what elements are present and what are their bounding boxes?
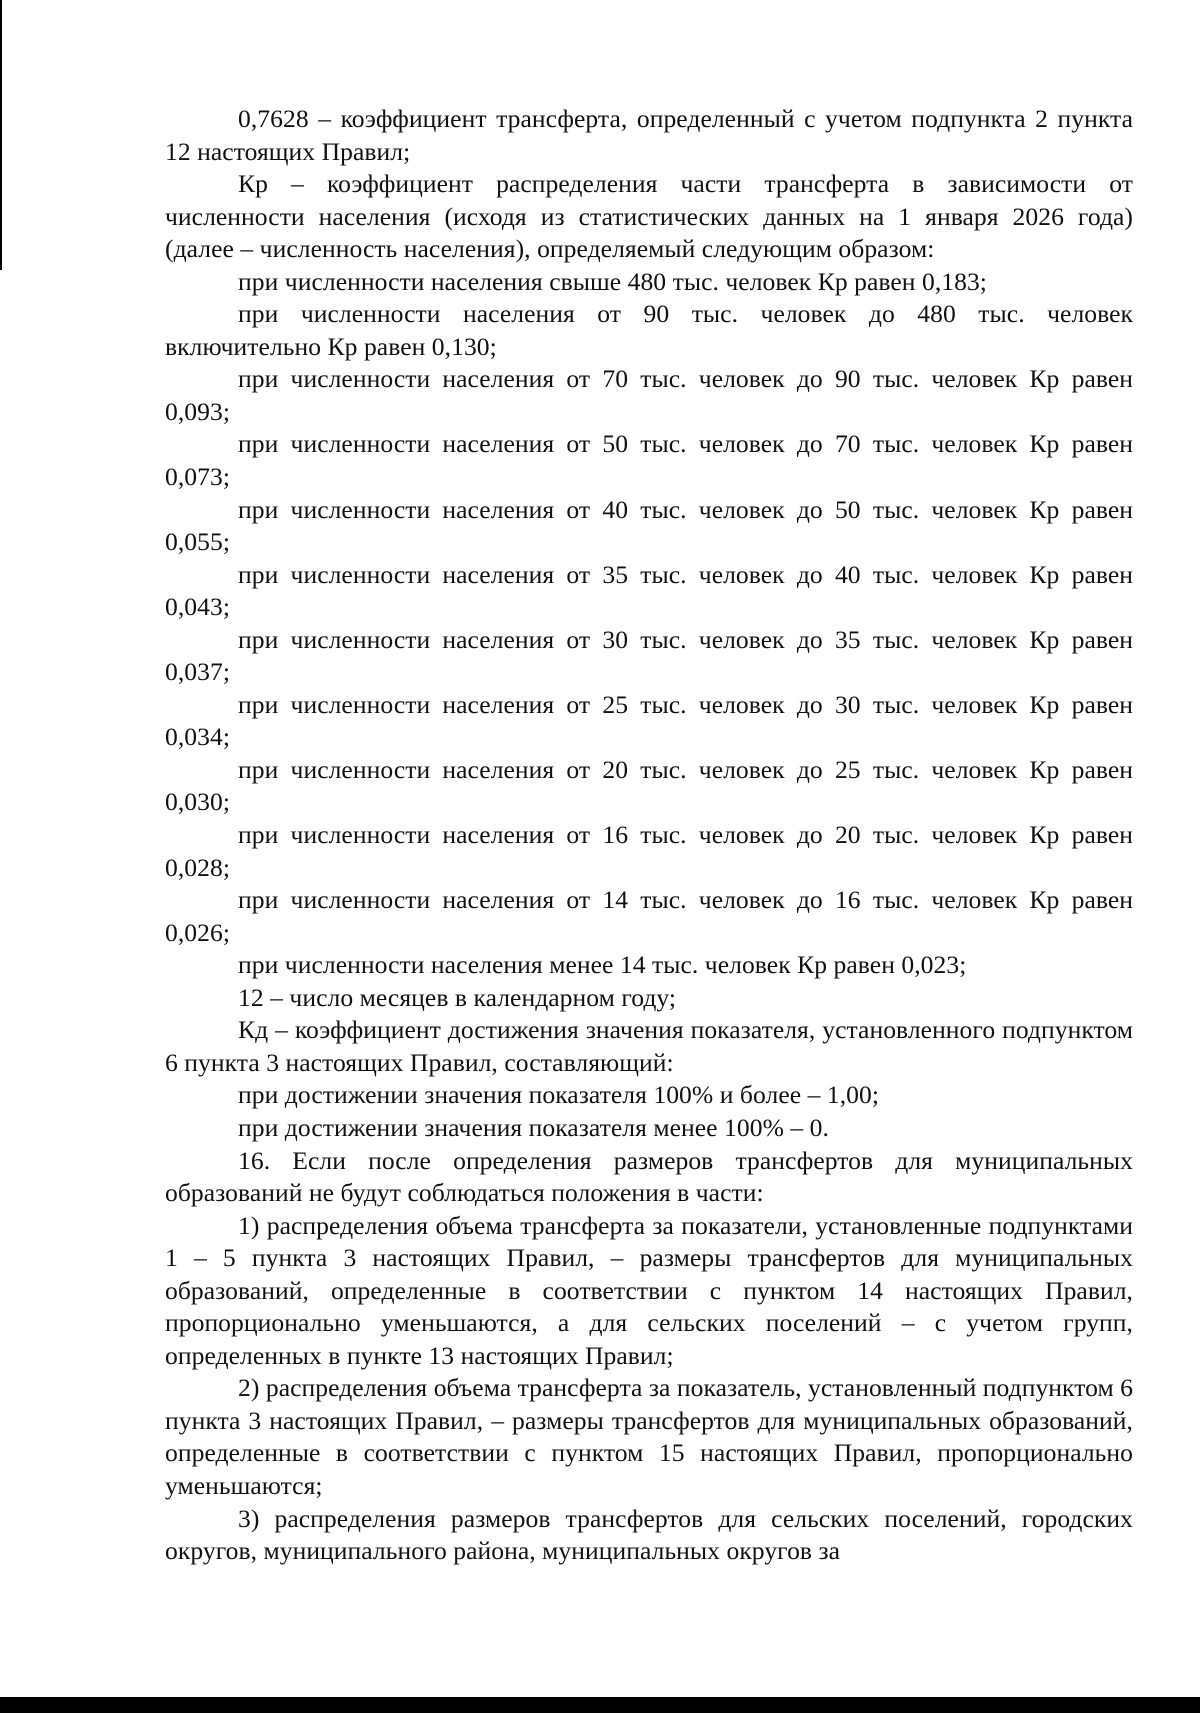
paragraph-kr-35-40: при численности населения от 35 тыс. человек до 40 тыс. человек Кр равен 0,043; (165, 559, 1133, 622)
paragraph-kr-under-14: при численности населения менее 14 тыс. человек Кр равен 0,023; (238, 950, 967, 980)
paragraph-kd-definition: Кд – коэффициент достижения значения показателя, установленного подпунктом 6 пункта 3 настоящих Правил, составляющий: (165, 1015, 1133, 1077)
document-page (165, 103, 1133, 1568)
paragraph-kr-over-480: при численности населения свыше 480 тыс. человек Кр равен 0,183; (238, 266, 987, 296)
paragraph-kd-100-plus: при достижении значения показателя 100% и более – 1,00; (238, 1080, 880, 1110)
scan-bottom-band (0, 1697, 1200, 1713)
paragraph-item-2: 2) распределения объема трансферта за показатель, установленный подпунктом 6 пункта 3 настоящих Правил, – размеры трансфертов для муниципальных образований, определенные в соответствии с пунктом 15 настоящих Правил, пропорционально уменьшаются; (165, 1373, 1133, 1500)
paragraph-item-3: 3) распределения размеров трансфертов для сельских поселений, городских округов, муниципального района, муниципальных округов за (165, 1503, 1133, 1566)
paragraph-kr-30-35: при численности населения от 30 тыс. человек до 35 тыс. человек Кр равен 0,037; (165, 624, 1133, 687)
paragraph-transfer-coefficient: 0,7628 – коэффициент трансферта, определенный с учетом подпункта 2 пункта 12 настоящих Правил; (165, 104, 1133, 166)
scan-left-edge (0, 0, 2, 270)
paragraph-kd-under-100: при достижении значения показателя менее 100% – 0. (238, 1112, 829, 1142)
paragraph-kr-20-25: при численности населения от 20 тыс. человек до 25 тыс. человек Кр равен 0,030; (165, 754, 1133, 817)
paragraph-kr-70-90: при численности населения от 70 тыс. человек до 90 тыс. человек Кр равен 0,093; (165, 364, 1133, 426)
paragraph-kr-50-70: при численности населения от 50 тыс. человек до 70 тыс. человек Кр равен 0,073; (165, 429, 1133, 492)
paragraph-kr-16-20: при численности населения от 16 тыс. человек до 20 тыс. человек Кр равен 0,028; (165, 820, 1133, 882)
paragraph-months: 12 – число месяцев в календарном году; (238, 982, 677, 1012)
paragraph-kr-25-30: при численности населения от 25 тыс. человек до 30 тыс. человек Кр равен 0,034; (165, 689, 1133, 752)
paragraph-item-1: 1) распределения объема трансферта за показатели, установленные подпунктами 1 – 5 пункта 3 настоящих Правил, – размеры трансфертов для муниципальных образований, определенные в соответствии с пунктом 14 настоящих Правил, пропорционально уменьшаются, а для сельских поселений – с учетом групп, определенных в пункте 13 настоящих Правил; (165, 1210, 1133, 1370)
paragraph-kr-90-480: при численности населения от 90 тыс. человек до 480 тыс. человек включительно Кр равен 0,130; (165, 299, 1133, 361)
paragraph-kr-14-16: при численности населения от 14 тыс. человек до 16 тыс. человек Кр равен 0,026; (165, 885, 1133, 947)
paragraph-kr-definition: Кр – коэффициент распределения части трансферта в зависимости от численности населения (исходя из статистических данных на 1 января 2026 года) (далее – численность населения), определяемый следующим образом: (165, 169, 1133, 264)
paragraph-kr-40-50: при численности населения от 40 тыс. человек до 50 тыс. человек Кр равен 0,055; (165, 494, 1133, 557)
paragraph-section-16: 16. Если после определения размеров трансфертов для муниципальных образований не будут соблюдаться положения в части: (165, 1145, 1133, 1208)
